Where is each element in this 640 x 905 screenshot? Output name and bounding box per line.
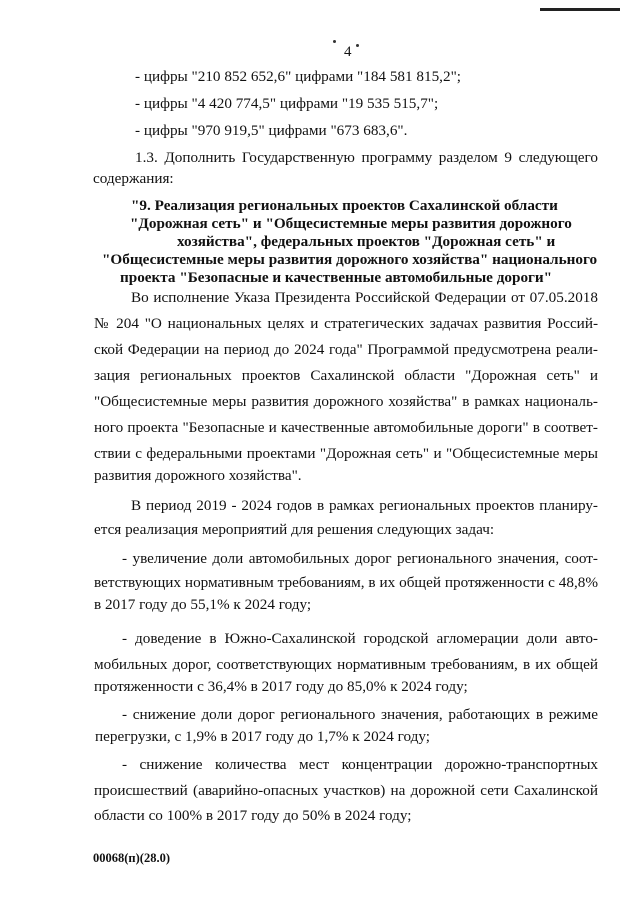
text-line: "Общесистемные меры развития дорожного хозяйства" в рамках националь- — [94, 393, 598, 410]
text-line: мобильных дорог, соответствующих нормативным требованиям, в их общей — [94, 656, 598, 673]
section-heading: проекта "Безопасные и качественные автомобильные дороги" — [120, 269, 553, 286]
text-line: Во исполнение Указа Президента Российской Федерации от 07.05.2018 — [131, 289, 598, 306]
text-line: зация региональных проектов Сахалинской области "Дорожная сеть" и — [94, 367, 598, 384]
text-line: содержания: — [93, 170, 174, 187]
text-line: - увеличение доли автомобильных дорог регионального значения, соот- — [122, 550, 598, 567]
section-heading: "Дорожная сеть" и "Общесистемные меры развития дорожного — [130, 215, 572, 232]
text-line: ется реализация мероприятий для решения следующих задач: — [94, 521, 495, 538]
scan-artifact — [356, 44, 359, 47]
text-line: перегрузки, с 1,9% в 2017 году до 1,7% к 2024 году; — [95, 728, 430, 745]
text-line: происшествий (аварийно-опасных участков) на дорожной сети Сахалинской — [94, 782, 598, 799]
text-line: - снижение доли дорог регионального значения, работающих в режиме — [122, 706, 598, 723]
text-line: В период 2019 - 2024 годов в рамках региональных проектов планиру- — [131, 497, 598, 514]
section-heading: хозяйства", федеральных проектов "Дорожная сеть" и — [177, 233, 556, 250]
text-line: в 2017 году до 55,1% к 2024 году; — [94, 596, 312, 613]
text-line: ской Федерации на период до 2024 года" Программой предусмотрена реали- — [94, 341, 598, 358]
text-line: 1.3. Дополнить Государственную программу разделом 9 следующего — [135, 149, 598, 166]
text-line: ного проекта "Безопасные и качественные автомобильные дороги" в соответ- — [94, 419, 598, 436]
document-code: 00068(п)(28.0) — [93, 851, 170, 865]
text-line: - цифры "970 919,5" цифрами "673 683,6". — [135, 122, 408, 139]
section-heading: "9. Реализация региональных проектов Сахалинской области — [131, 197, 558, 214]
scan-artifact — [333, 40, 336, 43]
text-line: № 204 "О национальных целях и стратегических задачах развития Россий- — [94, 315, 598, 332]
text-line: - цифры "210 852 652,6" цифрами "184 581 815,2"; — [135, 68, 461, 85]
text-line: ствии с федеральными проектами "Дорожная сеть" и "Общесистемные меры — [94, 445, 598, 462]
text-line: области со 100% в 2017 году до 50% в 2024 году; — [94, 807, 412, 824]
scan-artifact — [540, 8, 620, 11]
text-line: - цифры "4 420 774,5" цифрами "19 535 515,7"; — [135, 95, 439, 112]
text-line: - снижение количества мест концентрации дорожно-транспортных — [122, 756, 598, 773]
text-line: ветствующих нормативным требованиям, в их общей протяженности с 48,8% — [94, 574, 598, 591]
section-heading: "Общесистемные меры развития дорожного хозяйства" национального — [102, 251, 598, 268]
text-line: протяженности с 36,4% в 2017 году до 85,0% к 2024 году; — [94, 678, 468, 695]
text-line: - доведение в Южно-Сахалинской городской агломерации доли авто- — [122, 630, 598, 647]
text-line: развития дорожного хозяйства". — [94, 467, 302, 484]
page-number: 4 — [344, 44, 352, 60]
